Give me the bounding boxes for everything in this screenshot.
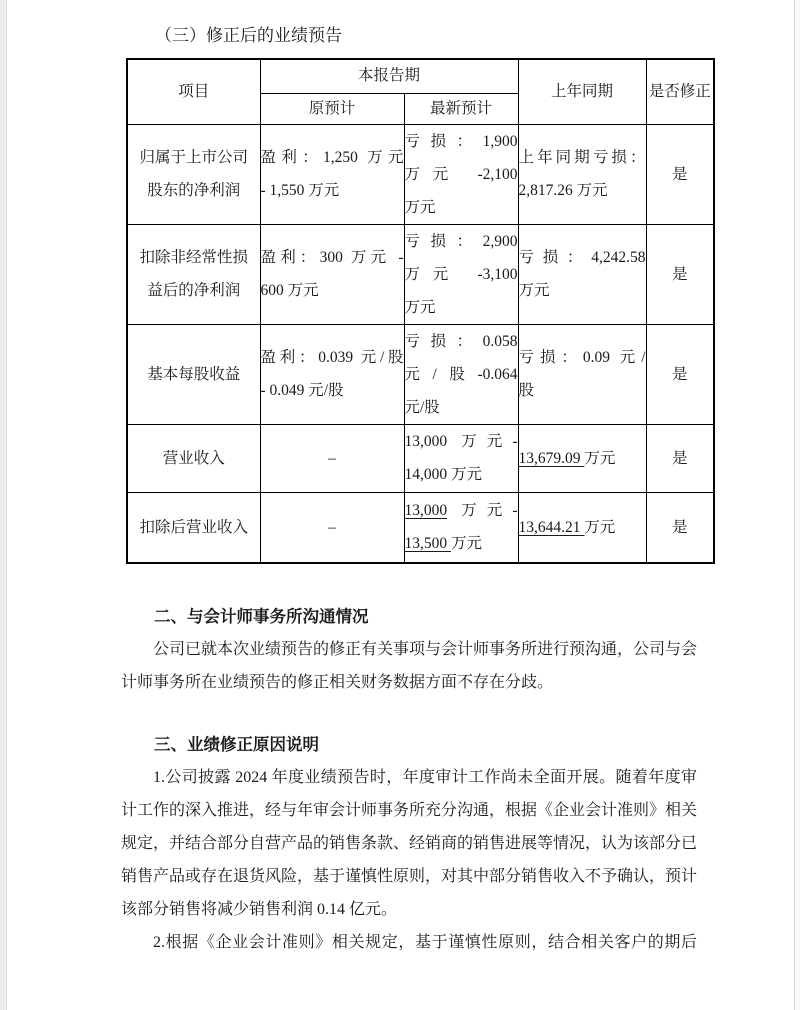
cell-text: 是 bbox=[672, 265, 688, 283]
header-item: 项目 bbox=[127, 59, 260, 124]
cell-text: 元/股 bbox=[404, 398, 440, 416]
cell-text: 万元 bbox=[518, 282, 550, 299]
cell-revised bbox=[646, 224, 714, 324]
table-row bbox=[127, 124, 714, 224]
cell-text: 盈利：1,250 万元 bbox=[260, 149, 404, 166]
cell-text: 归属于上市公司 bbox=[139, 149, 248, 166]
cell-text: 万元 -2,100 bbox=[404, 165, 518, 183]
cell-item bbox=[127, 124, 260, 224]
cell-latest bbox=[404, 124, 518, 224]
underlined-value: 13,000 bbox=[404, 502, 448, 520]
table-row bbox=[127, 224, 714, 324]
cell-text: 上年同期亏损： bbox=[518, 149, 646, 166]
cell-text: 益后的净利润 bbox=[147, 282, 241, 299]
cell-item bbox=[127, 324, 260, 424]
section-reason bbox=[121, 728, 697, 959]
cell-text: 营业收入 bbox=[162, 449, 225, 467]
cell-text: 是 bbox=[672, 518, 688, 536]
cell-original bbox=[260, 324, 404, 424]
cell-item bbox=[127, 492, 260, 563]
cell-text: 亏损：4,242.58 bbox=[518, 249, 646, 266]
cell-text: 元/股-0.064 bbox=[404, 365, 518, 383]
cell-text: 基本每股收益 bbox=[147, 365, 241, 383]
cell-text: 盈利：300 万元 - bbox=[260, 249, 404, 266]
cell-text: 万元 bbox=[451, 535, 483, 553]
performance-table-body bbox=[127, 124, 714, 563]
paragraph: 公司已就本次业绩预告的修正有关事项与会计师事务所进行预沟通，公司与会计师事务所在业绩预告的修正相关财务数据方面不存在分歧。 bbox=[121, 641, 698, 691]
paragraph: 2.根据《企业会计准则》相关规定，基于谨慎性原则，结合相关客户的期后 bbox=[153, 934, 697, 951]
cell-text: 万元 bbox=[584, 449, 616, 467]
cell-text: 盈利：0.039 元/股 bbox=[260, 349, 404, 366]
header-revised: 是否修正 bbox=[646, 59, 714, 124]
cell-item bbox=[127, 224, 260, 324]
doc-section-title: （三）修正后的业绩预告 bbox=[155, 26, 342, 45]
cell-latest bbox=[404, 324, 518, 424]
cell-text: 亏损：1,900 bbox=[404, 132, 518, 150]
cell-original bbox=[260, 124, 404, 224]
table-row bbox=[127, 424, 714, 492]
paragraph: 1.公司披露 2024 年度业绩预告时，年度审计工作尚未全面开展。随着年度审计工作的深入推进，经与年审会计师事务所充分沟通，根据《企业会计准则》相关规定，并结合部分自营产品的销售条款、经销商的销售进展等情况，认为该部分已销售产品或存在退货风险，基于谨慎性原则，对其中部分销售收入不予确认，预计该部分销售将减少销售利润 0.14 亿元。 bbox=[121, 769, 698, 918]
cell-prior bbox=[518, 124, 646, 224]
cell-latest bbox=[404, 492, 518, 563]
underlined-value: 13,644.21 bbox=[518, 518, 585, 536]
cell-text: 是 bbox=[672, 365, 688, 383]
table-row bbox=[127, 324, 714, 424]
cell-text: - 0.049 元/股 bbox=[260, 382, 344, 399]
header-latest-estimate: 最新预计 bbox=[404, 93, 518, 124]
cell-text: 万元 bbox=[404, 298, 436, 316]
cell-text: 股 bbox=[518, 382, 535, 399]
cell-prior bbox=[518, 224, 646, 324]
cell-latest bbox=[404, 224, 518, 324]
cell-original bbox=[260, 224, 404, 324]
cell-original bbox=[260, 424, 404, 492]
cell-text: 2,817.26 万元 bbox=[518, 182, 608, 199]
cell-prior bbox=[518, 324, 646, 424]
cell-revised bbox=[646, 324, 714, 424]
cell-text: 600 万元 bbox=[260, 282, 319, 299]
cell-text: 是 bbox=[672, 165, 688, 183]
header-original-estimate: 原预计 bbox=[260, 93, 404, 124]
cell-text: 是 bbox=[672, 449, 688, 467]
cell-text: – bbox=[328, 449, 336, 467]
section-heading: 二、与会计师事务所沟通情况 bbox=[154, 607, 369, 626]
cell-text: 亏损：2,900 bbox=[404, 232, 518, 250]
header-current-period: 本报告期 bbox=[260, 59, 518, 93]
cell-text: 万元 bbox=[584, 518, 616, 536]
underlined-value: 13,500 bbox=[404, 535, 451, 553]
cell-text: – bbox=[328, 518, 336, 536]
header-prior-year: 上年同期 bbox=[518, 59, 646, 124]
cell-revised bbox=[646, 124, 714, 224]
cell-text: 14,000 万元 bbox=[404, 466, 483, 483]
table-row bbox=[127, 492, 714, 563]
cell-text: 扣除非经常性损 bbox=[139, 249, 248, 266]
cell-revised bbox=[646, 492, 714, 563]
cell-text: 扣除后营业收入 bbox=[139, 518, 248, 536]
cell-text: 万元 bbox=[404, 198, 436, 216]
cell-text: 万元 -3,100 bbox=[404, 265, 518, 283]
cell-revised bbox=[646, 424, 714, 492]
cell-text: 万元- bbox=[447, 502, 518, 520]
cell-text: 亏损：0.09 元/ bbox=[518, 349, 646, 366]
cell-original bbox=[260, 492, 404, 563]
cell-latest bbox=[404, 424, 518, 492]
section-communication bbox=[121, 600, 697, 699]
cell-text: 13,000 万元- bbox=[404, 433, 518, 450]
table-header bbox=[127, 59, 714, 124]
section-heading: 三、业绩修正原因说明 bbox=[154, 735, 319, 754]
cell-prior bbox=[518, 492, 646, 563]
underlined-value: 13,679.09 bbox=[518, 449, 585, 467]
cell-item bbox=[127, 424, 260, 492]
cell-text: 股东的净利润 bbox=[147, 182, 241, 199]
cell-text: 亏损：0.058 bbox=[404, 332, 518, 350]
cell-prior bbox=[518, 424, 646, 492]
performance-forecast-table bbox=[126, 58, 715, 564]
cell-text: - 1,550 万元 bbox=[260, 182, 340, 199]
